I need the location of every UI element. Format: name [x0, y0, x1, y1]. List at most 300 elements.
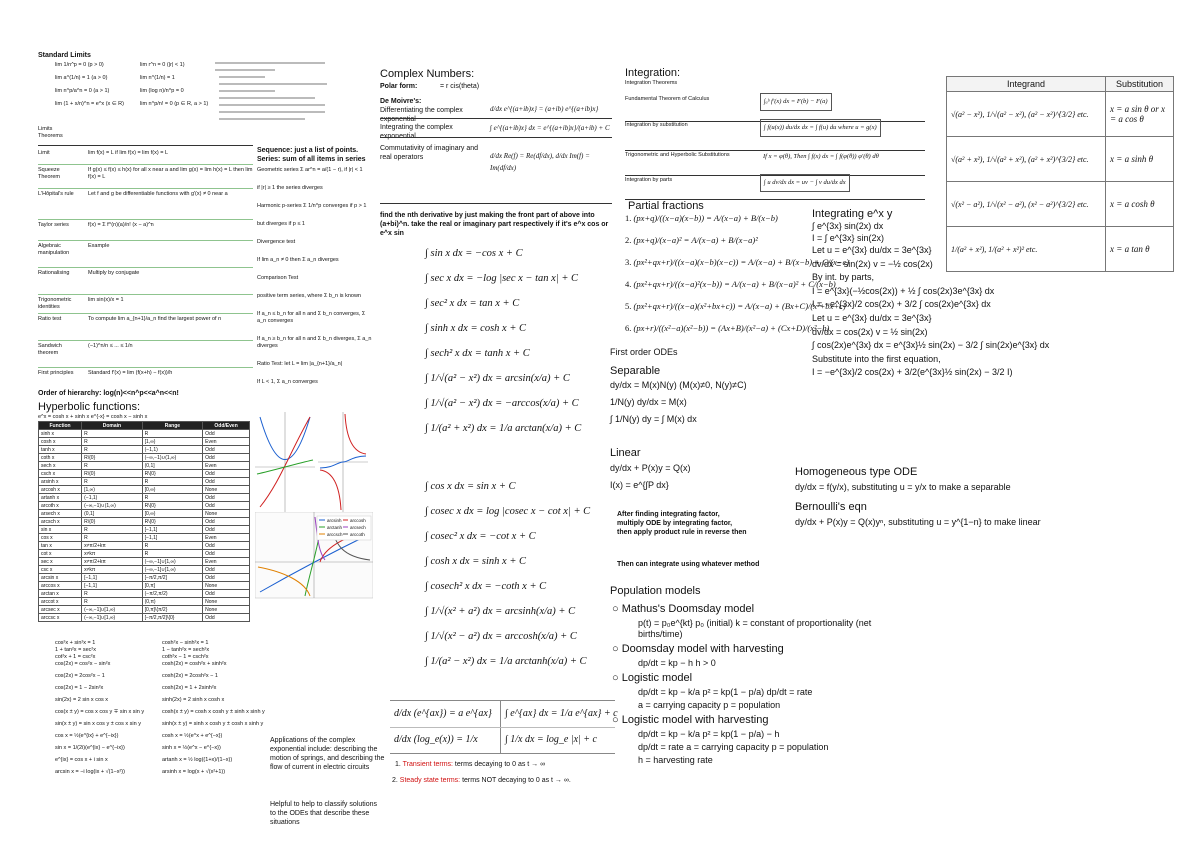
- table-cell: R\{0}: [82, 470, 143, 478]
- ode-line: 1/N(y) dy/dx = M(x): [610, 397, 687, 407]
- model-line: p(t) = p₀e^{kt} p₀ (initial) k = constant of proportionality (net births/time): [638, 618, 872, 639]
- limit-row: lim a^(1/n) = 1 (a > 0): [55, 75, 108, 81]
- integrand-cell: √(a² − x²), 1/√(a² − x²), (a² − x²)^{3/2} etc.: [947, 92, 1106, 137]
- table-cell: artanh x: [39, 494, 82, 502]
- population-models: [612, 600, 912, 766]
- complex-row-label: Commutativity of imaginary and real operators: [380, 145, 479, 161]
- population-title: Population models: [610, 585, 701, 597]
- integral-formula: ∫ cosec x dx = log |cosec x − cot x| + C: [425, 506, 591, 517]
- table-cell: R\{0}: [82, 518, 143, 526]
- table-row: [39, 486, 250, 494]
- order-of-hierarchy: Order of hierarchy: log(n)<<n^p<<a^n<<n!: [38, 390, 179, 397]
- integration-subtitle: Integration Theorems: [625, 80, 678, 86]
- nth-derivative-note: find the nth derivative by just making the front part of above into (a+bi)^n. take the real or imaginary part respectively if it's e^x cos or e^x sin: [380, 212, 609, 237]
- table-cell: sec x: [39, 558, 82, 566]
- table-row: [39, 598, 250, 606]
- col-header: Range: [142, 422, 203, 430]
- table-cell: (0,1]: [82, 510, 143, 518]
- integration-step: ∫ e^{3x} sin(2x) dx: [812, 221, 884, 231]
- theorem-name: L'Hôpital's rule: [38, 191, 74, 197]
- exp-integral: ∫ e^{ax} dx = 1/a e^{ax} + c: [505, 708, 618, 719]
- table-cell: R\{0}: [82, 454, 143, 462]
- integral-formula: ∫ 1/(a² − x²) dx = 1/a arctanh(x/a) + C: [425, 656, 587, 667]
- ode-line: I(x) = e^{∫P dx}: [610, 480, 669, 490]
- table-cell: (−∞,−1]∪[1,∞): [82, 614, 143, 622]
- table-cell: R: [142, 550, 203, 558]
- theorem-text: Example: [88, 243, 110, 249]
- table-cell: R: [142, 430, 203, 438]
- table-cell: (−∞,−1)∪(1,∞): [142, 454, 203, 462]
- table-row: [947, 182, 1174, 227]
- theorem-text: Multiply by conjugate: [88, 270, 140, 276]
- theorem-name: Limit: [38, 150, 50, 156]
- row-number: 6.: [625, 323, 634, 333]
- identity: cos(2x) = cos²x − sin²x: [55, 661, 111, 667]
- integration-step: I = −e^{3x}/2 cos(2x) + 3/2(e^{3x}½ sin(2x) − 3/2 I): [812, 367, 1013, 378]
- identity: sin(2x) = 2 sin x cos x: [55, 697, 109, 703]
- table-cell: R: [142, 494, 203, 502]
- row-number: 2.: [625, 235, 634, 245]
- theorem-text: lim sin(x)/x = 1: [88, 297, 124, 303]
- standard-limits-title: Standard Limits: [38, 52, 91, 59]
- table-cell: Odd: [203, 550, 250, 558]
- identity: cot²x + 1 = csc²x: [55, 654, 96, 660]
- applications-note: Applications of the complex exponential include: describing the motion of springs, and describing the flow of current in electric circuits: [270, 737, 385, 771]
- table-cell: Odd: [203, 526, 250, 534]
- bullet-icon: ○: [612, 714, 622, 726]
- integral-formula: ∫ cosech² x dx = −coth x + C: [425, 581, 547, 592]
- limit-row: lim n^p/a^n = 0 (a > 1): [55, 88, 110, 94]
- table-row: [39, 502, 250, 510]
- series-test: if |r| ≥ 1 the series diverges: [257, 185, 323, 191]
- bullet-icon: ○: [612, 603, 622, 615]
- integral-formula: ∫ 1/√(x² + a²) dx = arcsinh(x/a) + C: [425, 606, 576, 617]
- table-row: [39, 526, 250, 534]
- legend-entry: arccsch: [327, 532, 343, 537]
- table-cell: None: [203, 582, 250, 590]
- table-row: [39, 430, 250, 438]
- limits-footer-2: Theorems: [38, 133, 63, 139]
- theorem-name: Sandwich theorem: [38, 343, 62, 356]
- table-cell: R: [142, 542, 203, 550]
- limit-row: lim n^p/n! = 0 (p ∈ R, a > 1): [140, 101, 209, 107]
- model-line: a = carrying capacity p = population: [638, 700, 781, 710]
- series-tests-list: [257, 167, 375, 397]
- linear-title: Linear: [610, 447, 641, 459]
- ode-line: dy/dx + P(x)y = Q(x): [610, 463, 691, 473]
- complex-row-eq: d/dx Re(f) = Re(df/dx), d/dx Im(f) = Im(df/dx): [490, 152, 590, 172]
- separable-title: Separable: [610, 365, 661, 377]
- identity: cos²x + sin²x = 1: [55, 640, 96, 646]
- identity: cosh(2x) = 2cosh²x − 1: [162, 673, 218, 679]
- hyperbolic-table: [38, 421, 250, 622]
- table-cell: [0,∞): [142, 510, 203, 518]
- table-row: [39, 462, 250, 470]
- series-test: Geometric series Σ ar^n = a/(1 − r), if |r| < 1: [257, 167, 363, 173]
- table-cell: [−1,1]: [82, 582, 143, 590]
- theorem-text: f(x) = Σ f^(n)(a)/n! (x − a)^n: [88, 222, 154, 228]
- integrating-title: Integrating e^x y: [812, 208, 893, 220]
- limit-row: lim n^(1/n) = 1: [140, 75, 175, 81]
- polar-label: Polar form:: [380, 83, 418, 90]
- table-cell: Odd: [203, 478, 250, 486]
- integration-step: dv/dx = sin(2x) v = −½ cos(2x): [812, 258, 933, 269]
- identity: e^{ix} = cos x + i sin x: [55, 757, 108, 763]
- table-cell: tanh x: [39, 446, 82, 454]
- table-cell: Even: [203, 558, 250, 566]
- table-cell: sinh x: [39, 430, 82, 438]
- identity: cosh(2x) = 1 + 2sinh²x: [162, 685, 217, 691]
- table-row: [39, 478, 250, 486]
- log-integral: ∫ 1/x dx = log_e |x| + c: [505, 734, 597, 745]
- complex-row-label: Integrating the complex exponential: [380, 124, 453, 140]
- table-cell: arcsin x: [39, 574, 82, 582]
- table-cell: None: [203, 606, 250, 614]
- table-cell: R: [82, 534, 143, 542]
- population-model-head: [612, 643, 912, 656]
- table-cell: Odd: [203, 454, 250, 462]
- homogeneous-title: Homogeneous type ODE: [795, 466, 918, 478]
- theorem-text: Standard f'(x) = lim (f(x+h) − f(x))/h: [88, 370, 173, 376]
- identity: cosh(2x) = cosh²x + sinh²x: [162, 661, 227, 667]
- polar-value: = r cis(theta): [440, 83, 480, 90]
- table-cell: Even: [203, 534, 250, 542]
- identity: arcsin x = −i log(ix + √(1−x²)): [55, 769, 125, 775]
- table-cell: x≠π/2+kπ: [82, 558, 143, 566]
- table-row: [39, 494, 250, 502]
- integrand-cell: √(x² − a²), 1/√(x² − a²), (x² − a²)^{3/2} etc.: [947, 182, 1106, 227]
- table-row: [39, 534, 250, 542]
- table-cell: arccos x: [39, 582, 82, 590]
- legend-entry: arcsech: [350, 525, 366, 530]
- bernoulli-title: Bernoulli's eqn: [795, 501, 867, 513]
- table-cell: [−π/2,π/2]\{0}: [142, 614, 203, 622]
- identity: 1 + tan²x = sec²x: [55, 647, 96, 653]
- sequence-heading: Sequence: just a list of points.: [257, 147, 359, 154]
- table-cell: cot x: [39, 550, 82, 558]
- integral-formula: ∫ sec x dx = −log |sec x − tan x| + C: [425, 273, 579, 284]
- steady-state-terms: 2. Steady state terms: terms NOT decaying to 0 as t → ∞.: [392, 777, 571, 784]
- table-cell: R: [82, 438, 143, 446]
- identity: sin(x ± y) = sin x cos y ± cos x sin y: [55, 721, 141, 727]
- integration-step: I = −e^{3x}/2 cos(2x) + 3/2 ∫ cos(2x)e^{3x} dx: [812, 299, 991, 310]
- table-cell: x≠kπ: [82, 550, 143, 558]
- table-cell: [−π/2,π/2]: [142, 574, 203, 582]
- standard-limits-list: [55, 62, 124, 114]
- partial-fraction-eq: (px+q)/((x−a)(x−b)) = A/(x−a) + B/(x−b): [633, 213, 778, 223]
- ode-title: First order ODEs: [610, 347, 678, 357]
- integral-formula: ∫ sec² x dx = tan x + C: [425, 298, 520, 309]
- table-cell: x≠kπ: [82, 566, 143, 574]
- table-cell: (0,π): [142, 598, 203, 606]
- substitution-cell: x = a tan θ: [1106, 227, 1174, 272]
- table-cell: (−∞,−1)∪(1,∞): [82, 502, 143, 510]
- theorem-name: First principles: [38, 370, 74, 376]
- complex-row-label: Differentiating the complex exponential: [380, 107, 463, 123]
- table-cell: arccsc x: [39, 614, 82, 622]
- identity: artanh x = ½ log((1+x)/(1−x)): [162, 757, 233, 763]
- model-line: dp/dt = kp − k/a p² = kp(1 − p/a) − h: [638, 729, 780, 739]
- de-moivre-label: De Moivre's:: [380, 98, 422, 105]
- integral-formula: ∫ 1/√(a² − x²) dx = −arccos(x/a) + C: [425, 398, 579, 409]
- table-cell: Odd: [203, 502, 250, 510]
- table-cell: R: [82, 478, 143, 486]
- tanh-coth-graph: [318, 412, 368, 512]
- identities-left: [55, 640, 155, 781]
- table-cell: (0,1]: [142, 462, 203, 470]
- classify-note: Helpful to help to classify solutions to the ODEs that describe these situations: [270, 801, 377, 826]
- table-cell: cos x: [39, 534, 82, 542]
- model-name: Logistic model: [621, 672, 693, 684]
- table-row: [947, 92, 1174, 137]
- series-test: Divergence test: [257, 239, 296, 245]
- model-name: Mathus's Doomsday model: [621, 603, 755, 615]
- table-cell: R: [82, 446, 143, 454]
- series-test: Harmonic p-series Σ 1/n^p converges if p > 1: [257, 203, 367, 209]
- identity: sinh(2x) = 2 sinh x cosh x: [162, 697, 225, 703]
- hyperbolic-title: Hyperbolic functions:: [38, 401, 141, 413]
- table-cell: sech x: [39, 462, 82, 470]
- table-row: [39, 606, 250, 614]
- ode-line: ∫ 1/N(y) dy = ∫ M(x) dx: [610, 414, 697, 424]
- bernoulli-eq: dy/dx + P(x)y = Q(x)yⁿ, substituting u = y^{1−n} to make linear: [795, 517, 1041, 527]
- integration-step: Let u = e^{3x} du/dx = 3e^{3x}: [812, 312, 932, 323]
- separable-lines: [610, 380, 747, 431]
- table-row: [39, 582, 250, 590]
- table-cell: Odd: [203, 590, 250, 598]
- table-cell: tan x: [39, 542, 82, 550]
- col-header: Domain: [82, 422, 143, 430]
- integral-formula: ∫ 1/(a² + x²) dx = 1/a arctan(x/a) + C: [425, 423, 582, 434]
- col-header: Substitution: [1106, 77, 1174, 92]
- series-test: positive term series, where Σ b_n is known: [257, 293, 361, 299]
- series-test: If L < 1, Σ a_n converges: [257, 379, 318, 385]
- integral-formula: ∫ cosec² x dx = −cot x + C: [425, 531, 536, 542]
- row-number: 5.: [625, 301, 634, 311]
- table-cell: R\{0}: [142, 470, 203, 478]
- table-row: [39, 574, 250, 582]
- integral-formula: ∫ cos x dx = sin x + C: [425, 481, 516, 492]
- integration-step: ∫ cos(2x)e^{3x} dx = e^{3x}½ sin(2x) − 3/2 ∫ sin(2x)e^{3x} dx: [812, 340, 1050, 351]
- table-cell: None: [203, 598, 250, 606]
- table-row: [39, 518, 250, 526]
- identity: sinh x = ½(e^x − e^{−x}): [162, 745, 221, 751]
- bullet-icon: ○: [612, 643, 622, 655]
- table-cell: [−1,1]: [82, 574, 143, 582]
- series-test: If a_n ≤ b_n for all n and Σ b_n converges, Σ a_n converges: [257, 311, 366, 324]
- legend-entry: arccoth: [350, 532, 365, 537]
- table-cell: arcoth x: [39, 502, 82, 510]
- integral-formula: ∫ 1/√(a² − x²) dx = arcsin(x/a) + C: [425, 373, 570, 384]
- integral-formula: ∫ cosh x dx = sinh x + C: [425, 556, 527, 567]
- linear-lines: [610, 463, 691, 497]
- complex-row-eq: ∫ e^{(a+ib)x} dx = e^{(a+ib)x}/(a+ib) + C: [490, 124, 610, 132]
- substitution-cell: x = a sin θ or x = a cos θ: [1106, 92, 1174, 137]
- table-cell: [1,∞): [142, 438, 203, 446]
- partial-fractions-title: Partial fractions: [628, 200, 704, 212]
- table-row: [39, 558, 250, 566]
- integration-theorem-label: Fundamental Theorem of Calculus: [625, 96, 710, 102]
- table-cell: R: [142, 478, 203, 486]
- integration-theorem-label: Trigonometric and Hyperbolic Substitutions: [625, 152, 730, 158]
- table-row: [39, 446, 250, 454]
- integral-formula: ∫ sinh x dx = cosh x + C: [425, 323, 527, 334]
- legend-entry: arctanh: [327, 525, 343, 530]
- identity: cos(2x) = 1 − 2sin²x: [55, 685, 104, 691]
- table-cell: [−1,1]: [142, 534, 203, 542]
- row-number: 3.: [625, 257, 634, 267]
- integration-step: I = ∫ e^{3x} sin(2x): [812, 233, 884, 243]
- table-row: [39, 614, 250, 622]
- integration-step: Substitute into the first equation,: [812, 353, 941, 364]
- integral-formula: ∫ sin x dx = −cos x + C: [425, 248, 523, 259]
- theorem-text: (−1)^n/n ≤ ... ≤ 1/n: [88, 343, 133, 349]
- table-cell: Odd: [203, 446, 250, 454]
- table-cell: [0,π]\{π/2}: [142, 606, 203, 614]
- partial-fraction-eq: (px+q)/(x−a)² = A/(x−a) + B/(x−a)²: [633, 235, 758, 245]
- table-cell: R: [82, 462, 143, 470]
- table-cell: cosh x: [39, 438, 82, 446]
- identity: 1 − tanh²x = sech²x: [162, 647, 210, 653]
- cosh-sinh-graph: [255, 412, 315, 512]
- identity: cos(2x) = 2cos²x − 1: [55, 673, 105, 679]
- identity: cos(x ± y) = cos x cos y ∓ sin x sin y: [55, 709, 145, 715]
- complex-title: Complex Numbers:: [380, 68, 475, 80]
- transient-text: terms decaying to 0 as t → ∞: [454, 761, 546, 768]
- table-row: [39, 542, 250, 550]
- table-row: [39, 550, 250, 558]
- integrand-cell: √(a² + x²), 1/√(a² + x²), (a² + x²)^{3/2} etc.: [947, 137, 1106, 182]
- theorem-name: Trigonometric identities: [38, 297, 72, 310]
- table-cell: (−∞,−1]∪[1,∞): [82, 606, 143, 614]
- table-cell: (−1,1): [82, 494, 143, 502]
- identity: coth²x − 1 = csch²x: [162, 654, 209, 660]
- table-row: [39, 438, 250, 446]
- partial-fraction-eq: (px²+qx+r)/((x−a)²(x−b)) = A/(x−a) + B/(x−a)² + C/(x−b): [633, 279, 836, 289]
- theorem-name: Rationalising: [38, 270, 70, 276]
- theorem-name: Ratio test: [38, 316, 62, 322]
- table-row: [947, 137, 1174, 182]
- identity: cosh²x − sinh²x = 1: [162, 640, 209, 646]
- table-cell: x≠π/2+kπ: [82, 542, 143, 550]
- table-cell: Odd: [203, 430, 250, 438]
- table-row: [39, 454, 250, 462]
- series-heading: Series: sum of all items in series: [257, 156, 366, 163]
- table-cell: coth x: [39, 454, 82, 462]
- table-cell: [−1,1]: [142, 526, 203, 534]
- theorem-text: To compute lim a_{n+1}/a_n find the largest power of n: [88, 316, 222, 322]
- row-number: 4.: [625, 279, 634, 289]
- limit-row: lim r^n = 0 (|r| < 1): [140, 62, 185, 68]
- limit-row: lim (log n)/n^p = 0: [140, 88, 184, 94]
- limit-row: lim 1/n^p = 0 (p > 0): [55, 62, 104, 68]
- identity: cosh x = ½(e^x + e^{−x}): [162, 733, 223, 739]
- table-cell: arccot x: [39, 598, 82, 606]
- integrate-note: Then can integrate using whatever method: [617, 561, 760, 568]
- limit-row: lim (1 + x/n)^n = e^x (x ∈ R): [55, 101, 124, 107]
- transient-terms: 1. Transient terms: terms decaying to 0 as t → ∞: [395, 761, 546, 768]
- complex-row-eq: d/dx e^{(a+ib)x} = (a+ib) e^{(a+ib)x}: [490, 105, 599, 113]
- table-cell: [1,∞): [82, 486, 143, 494]
- theorem-name: Squeeze Theorem: [38, 167, 61, 180]
- hyperbolic-subtitle: e^x = cosh x + sinh x e^{-x} = cosh x − sinh x: [38, 414, 148, 420]
- table-cell: sin x: [39, 526, 82, 534]
- exp-derivative: d/dx (e^{ax}) = a e^{ax}: [394, 708, 492, 719]
- integrating-factor-note: After finding integrating factor, multiply ODE by integrating factor, then apply product rule in reverse then: [617, 511, 747, 536]
- partial-fraction-eq: (px+r)/((x²−a)(x²−b)) = (Ax+B)/(x²−a) + (Cx+D)/(x²−b): [633, 323, 830, 333]
- table-row: [39, 566, 250, 574]
- table-cell: csc x: [39, 566, 82, 574]
- identity: sinh(x ± y) = sinh x cosh y ± cosh x sinh y: [162, 721, 264, 727]
- identity: sin x = 1/(2i)(e^{ix} − e^{−ix}): [55, 745, 125, 751]
- col-header: Function: [39, 422, 82, 430]
- exp-log-table: [390, 700, 618, 754]
- identity: arsinh x = log(x + √(x²+1)): [162, 769, 226, 775]
- population-model-head: [612, 672, 912, 685]
- integration-theorem-label: Integration by substitution: [625, 122, 688, 128]
- identity: cosh(x ± y) = cosh x cosh y ± sinh x sinh y: [162, 709, 265, 715]
- transient-label: Transient terms:: [402, 761, 453, 768]
- legend-entry: arccosh: [350, 518, 366, 523]
- population-model-head: [612, 714, 912, 727]
- table-cell: (−∞,−1]∪[1,∞): [142, 566, 203, 574]
- table-cell: arcsec x: [39, 606, 82, 614]
- substitution-cell: x = a sinh θ: [1106, 137, 1174, 182]
- table-cell: arsinh x: [39, 478, 82, 486]
- col-header: Odd/Even: [203, 422, 250, 430]
- table-cell: (−π/2,π/2): [142, 590, 203, 598]
- identities-right: [162, 640, 265, 781]
- integration-theorem-eq: ∫ u dv/dx dx = uv − ∫ v du/dx dx: [760, 174, 850, 192]
- integration-theorem-eq: If x = φ(θ), Then ∫ f(x) dx = ∫ f(φ(θ)) φ'(θ) dθ: [763, 153, 879, 160]
- table-cell: [0,∞): [142, 486, 203, 494]
- table-cell: Odd: [203, 518, 250, 526]
- model-name: Doomsday model with harvesting: [621, 643, 784, 655]
- table-cell: (−∞,−1]∪[1,∞): [142, 558, 203, 566]
- table-row: [39, 510, 250, 518]
- log-derivative: d/dx (log_e(x)) = 1/x: [394, 734, 478, 745]
- table-cell: arcsch x: [39, 518, 82, 526]
- integration-step: I = e^{3x}(−½cos(2x)) + ½ ∫ cos(2x)3e^{3x} dx: [812, 285, 995, 296]
- series-test: If lim a_n ≠ 0 then Σ a_n diverges: [257, 257, 339, 263]
- theorem-text: If g(x) ≤ f(x) ≤ h(x) for all x near a and lim g(x) = lim h(x) = L then lim f(x) = L: [88, 167, 253, 180]
- steady-text: terms NOT decaying to 0 as t → ∞.: [462, 777, 571, 784]
- table-row: [947, 227, 1174, 272]
- identity: cos x = ½(e^{ix} + e^{−ix}): [55, 733, 119, 739]
- table-row: [39, 590, 250, 598]
- substitution-cell: x = a cosh θ: [1106, 182, 1174, 227]
- theorem-name: Taylor series: [38, 222, 69, 228]
- integral-formula: ∫ sech² x dx = tanh x + C: [425, 348, 530, 359]
- notes-scribble: [215, 60, 330, 124]
- bullet-icon: ○: [612, 672, 622, 684]
- substitution-table: [946, 76, 1174, 272]
- integration-step: By int. by parts,: [812, 272, 875, 283]
- theorem-name: Algebraic manipulation: [38, 243, 70, 256]
- standard-limits-list-right: [140, 62, 208, 114]
- table-cell: arctan x: [39, 590, 82, 598]
- model-line: dp/dt = kp − k/a p² = kp(1 − p/a) dp/dt = rate: [638, 687, 813, 697]
- table-cell: R: [82, 430, 143, 438]
- table-cell: R: [82, 526, 143, 534]
- integration-step: dv/dx = cos(2x) v = ½ sin(2x): [812, 326, 928, 337]
- series-test: but diverges if p ≤ 1: [257, 221, 305, 227]
- limits-notes: [215, 60, 330, 129]
- series-test: Ratio Test: let L = lim |a_{n+1}/a_n|: [257, 361, 343, 367]
- table-cell: R\{0}: [142, 502, 203, 510]
- theorem-text: lim f(x) = L if lim f(x) = lim f(x) = L: [88, 150, 169, 156]
- model-line: dp/dt = kp − h h > 0: [638, 658, 716, 668]
